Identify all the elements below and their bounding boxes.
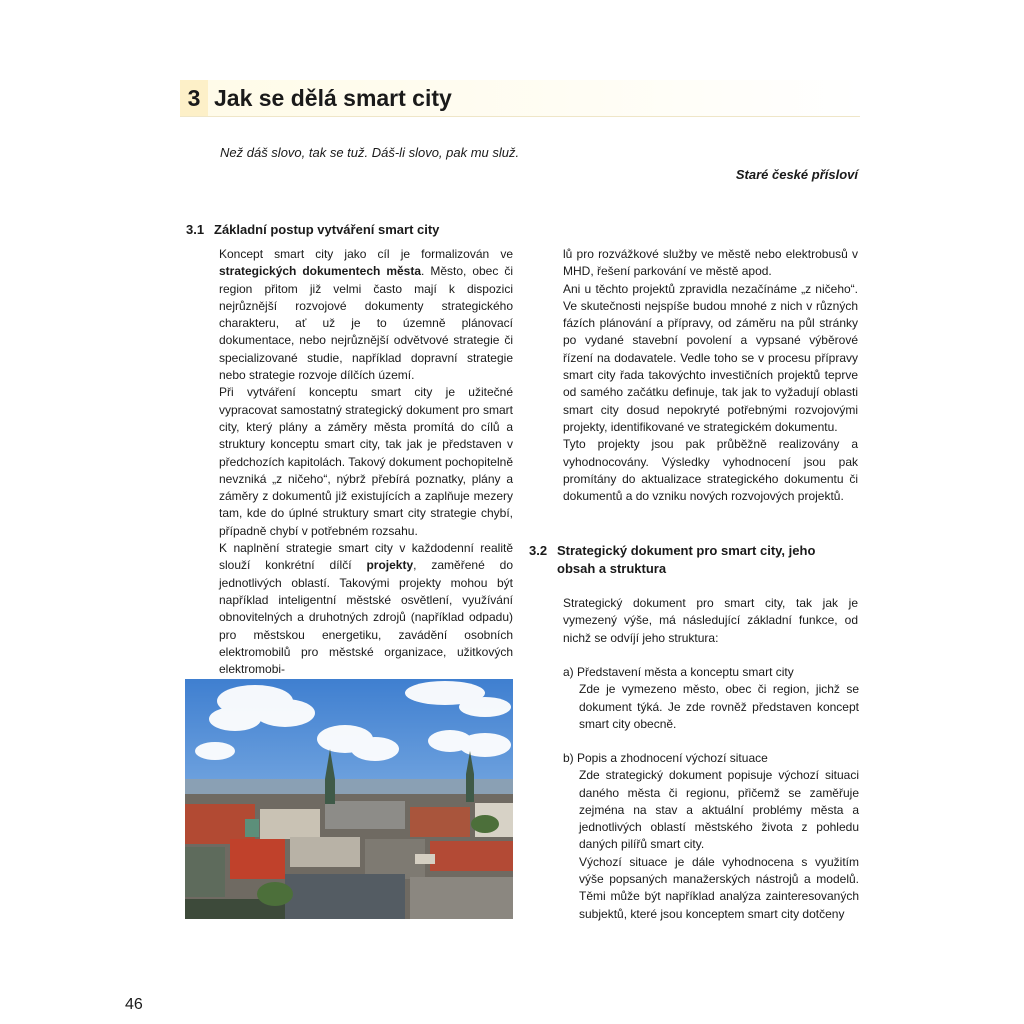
bold-term: strategických dokumentech města <box>219 264 422 279</box>
paragraph <box>219 540 513 678</box>
list-item-b <box>563 750 859 923</box>
page-number: 46 <box>125 996 143 1013</box>
text-column-left <box>219 246 513 678</box>
text-column-right <box>563 246 858 505</box>
section-number: 3.1 <box>186 222 205 237</box>
list-item-body: Výchozí situace je dále vyhodnocena s využitím výše popsaných manažerských nástrojů a modelů. Těmi může být například analýza zainteresovaných subjektů, které jsou konceptem smart city dotčeny <box>579 854 859 921</box>
section-intro: Strategický dokument pro smart city, tak jak je vymezený výše, má následující základní funkce, od nichž se odvíjí jeho struktura: <box>563 596 858 645</box>
list-item-heading: b) Popis a zhodnocení výchozí situace <box>563 751 768 765</box>
section-heading-3-2 <box>529 542 859 578</box>
bold-term: projekty <box>366 558 414 573</box>
paragraph: Při vytváření konceptu smart city je užitečné vypracovat samostatný strategický dokument pro smart city, který plány a záměry města promítá do cílů a struktury konceptu smart city, tak jak je představen v předchozích kapitolách. Takový dokument pochopitelně nevzniká „z ničeho“, nýbrž přebírá poznatky, plány a záměry z dokumentů již existujících a zaplňuje mezery tam, kde do úplné struktury smart city strategie chybí, případně chybí v potřebném rozsahu. <box>219 385 513 538</box>
chapter-number: 3 <box>180 80 208 116</box>
paragraph: lů pro rozvážkové služby ve městě nebo elektrobusů v MHD, řešení parkování ve městě apod. <box>563 247 858 279</box>
list-item-body: Zde je vymezeno město, obec či region, jichž se dokument týká. Je zde rovněž představen koncept smart city obecně. <box>579 682 859 731</box>
list-item-a <box>563 664 859 733</box>
section-title: Základní postup vytváření smart city <box>214 222 440 237</box>
section-title-line2: obsah a struktura <box>557 561 667 576</box>
section-heading-3-1 <box>186 221 439 239</box>
chapter-heading <box>180 80 860 117</box>
paragraph: Tyto projekty jsou pak průběžně realizovány a vyhodnocovány. Výsledky vyhodnocení jsou pak promítány do aktualizace strategického dokumentu či dokumentů a do vzniku nových rozvojových projektů. <box>563 437 858 504</box>
list-item-body: Zde strategický dokument popisuje výchozí situaci daného města či regionu, přičemž se zaměřuje zejména na stav a aktuální problémy města a jednotlivých oblastí městského života z pohledu daných pilířů smart city. <box>579 768 859 852</box>
text-run: K naplnění strategie smart city v každodenní realitě slouží konkrétní dílčí <box>219 541 513 573</box>
motto-source: Staré české přísloví <box>735 167 858 182</box>
text-run: , zaměřené do jednotlivých oblastí. Takovými projekty mohou být například inteligentní městské osvětlení, využívání obnovitelných a druhotných zdrojů (například odpadu) pro městskou energetiku, zavádění osobních elektromobilů pro městské organizace, užitkových elektromobi- <box>219 558 514 677</box>
motto-quote: Než dáš slovo, tak se tuž. Dáš-li slovo, pak mu služ. <box>220 145 520 160</box>
city-panorama-photo <box>185 679 513 919</box>
paragraph <box>219 246 513 384</box>
text-run: Koncept smart city jako cíl je formalizován ve <box>219 247 513 261</box>
section-number: 3.2 <box>529 543 548 558</box>
paragraph: Ani u těchto projektů zpravidla nezačínáme „z ničeho“. Ve skutečnosti nejspíše budou mnohé z nich v různých fázích plánování a přípravy, od záměru na půl stránky po vydané stavební povolení a vypsané výběrové řízení na dodavatele. Vedle toho se v procesu přípravy smart city řada takovýchto investičních projektů teprve od samého začátku definuje, tak jak to vyžadují oblasti smart city dosud nepokryté potřebnými rozvojovými projekty, identifikované ve strategickém dokumentu. <box>563 281 858 434</box>
section-title-line1: Strategický dokument pro smart city, jeho <box>557 543 816 558</box>
chapter-title: Jak se dělá smart city <box>214 85 452 111</box>
list-item-heading: a) Představení města a konceptu smart city <box>563 665 794 679</box>
text-run: . Město, obec či region přitom již velmi často mají k dispozici nejrůznější rozvojové dokumenty strategického charakteru, ať už je to územně plánovací dokumentace, nebo nejrůznější odvětvové strategie či specializované studie, například dopravní strategie nebo strategie rozvoje dílčích území. <box>219 264 513 383</box>
